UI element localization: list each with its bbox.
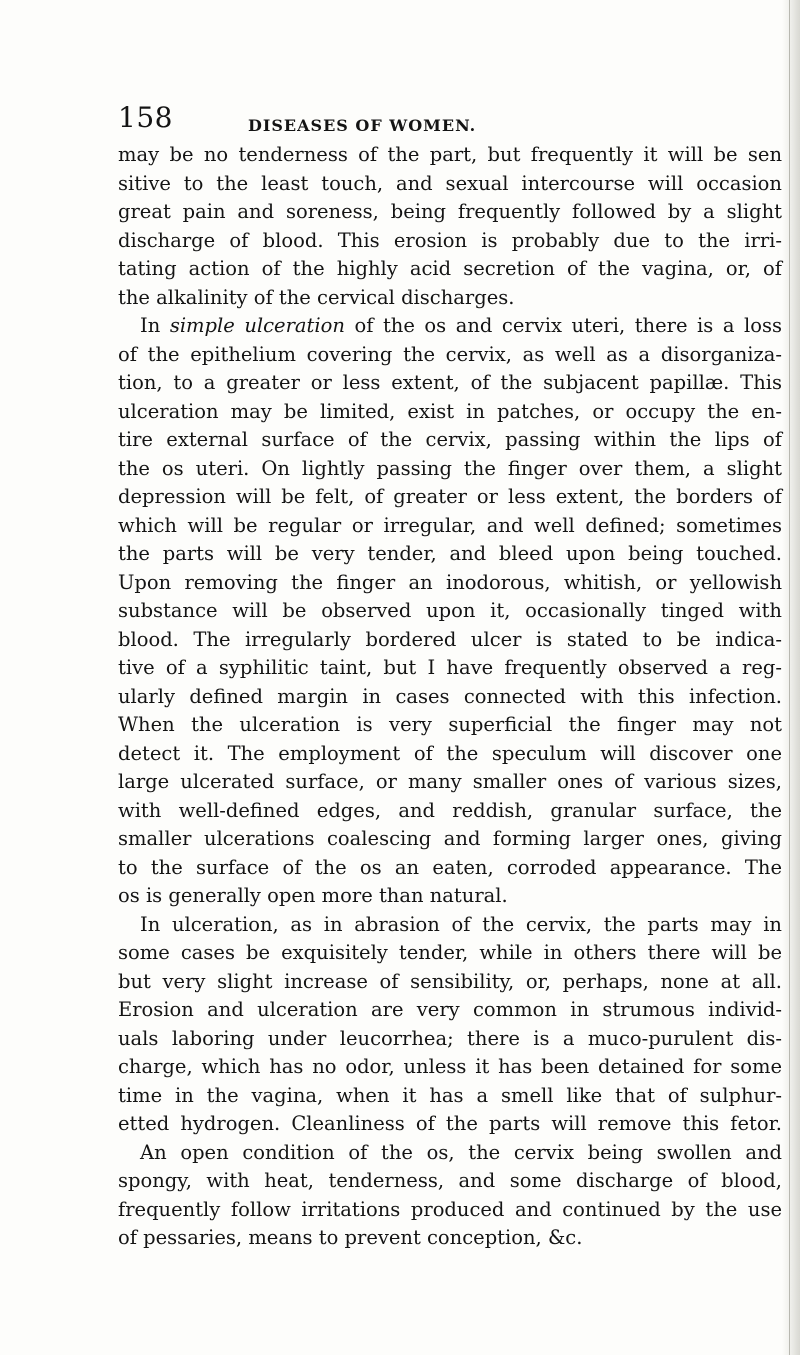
text-line: of pessaries, means to prevent conception, &c. [118, 1226, 583, 1249]
italic-term: simple ulceration [169, 314, 345, 337]
text-line: with well-defined edges, and reddish, granular surface, the [118, 798, 782, 822]
text-line: tire external surface of the cervix, passing within the lips of [118, 428, 782, 451]
text-fragment: of the os and cervix uteri, there is a loss [354, 314, 782, 337]
text-line: In ulceration, as in abrasion of the cervix, the parts may in [140, 912, 782, 936]
text-line: tating action of the highly acid secretion of the vagina, or, of [118, 257, 782, 280]
text-line: great pain and soreness, being frequently followed by a slight [118, 200, 782, 223]
running-title: DISEASES OF WOMEN. [248, 116, 477, 135]
text-line: time in the vagina, when it has a smell like that of sulphur- [118, 1083, 782, 1107]
text-line: Upon removing the finger an inodorous, whitish, or yellowish [118, 570, 782, 594]
text-line: frequently follow irritations produced and continued by the use [118, 1197, 782, 1221]
text-line: may be no tenderness of the part, but frequently it will be sen [118, 143, 782, 166]
text-line: tion, to a greater or less extent, of the subjacent papillæ. This [118, 371, 782, 394]
text-fragment: In [140, 314, 161, 337]
text-line: smaller ulcerations coalescing and forming larger ones, giving [118, 827, 782, 850]
text-line: large ulcerated surface, or many smaller ones of various sizes, [118, 770, 782, 793]
page-number: 158 [118, 101, 173, 134]
text-line: substance will be observed upon it, occasionally tinged with [118, 599, 782, 622]
text-line: but very slight increase of sensibility, or, perhaps, none at all. [118, 969, 782, 993]
text-line-mixed [118, 312, 782, 341]
text-line: discharge of blood. This erosion is probably due to the irri- [118, 228, 782, 252]
text-line: Erosion and ulceration are very common in strumous individ- [118, 998, 782, 1021]
body-text [118, 141, 782, 1253]
text-line: the parts will be very tender, and bleed upon being touched. [118, 542, 782, 565]
text-line: ularly defined margin in cases connected with this infection. [118, 684, 782, 708]
text-line: the alkalinity of the cervical discharges. [118, 285, 515, 309]
page-edge-shadow [782, 0, 800, 1355]
text-line: blood. The irregularly bordered ulcer is stated to be indica- [118, 627, 782, 651]
text-line: the os uteri. On lightly passing the finger over them, a slight [118, 456, 782, 480]
text-line: uals laboring under leucorrhea; there is a muco-purulent dis- [118, 1026, 782, 1050]
text-line: spongy, with heat, tenderness, and some discharge of blood, [118, 1169, 782, 1192]
text-line: tive of a syphilitic taint, but I have frequently observed a reg- [118, 656, 782, 679]
page-header [118, 102, 788, 142]
text-line: sitive to the least touch, and sexual intercourse will occasion [118, 171, 782, 195]
text-line: charge, which has no odor, unless it has been detained for some [118, 1055, 782, 1078]
text-line: When the ulceration is very superficial the finger may not [118, 713, 782, 736]
text-line: An open condition of the os, the cervix being swollen and [140, 1140, 782, 1164]
text-line: some cases be exquisitely tender, while in others there will be [118, 941, 782, 964]
text-line: os is generally open more than natural. [118, 884, 508, 907]
text-line: depression will be felt, of greater or less extent, the borders of [118, 485, 782, 508]
text-line: which will be regular or irregular, and well defined; sometimes [118, 513, 782, 537]
text-line: etted hydrogen. Cleanliness of the parts will remove this fetor. [118, 1112, 782, 1135]
text-line: to the surface of the os an eaten, corroded appearance. The [118, 855, 782, 879]
text-line: detect it. The employment of the speculum will discover one [118, 741, 782, 765]
text-line: of the epithelium covering the cervix, as well as a disorganiza- [118, 342, 782, 366]
page-edge-line [789, 0, 790, 1355]
text-line: ulceration may be limited, exist in patches, or occupy the en- [118, 399, 782, 423]
